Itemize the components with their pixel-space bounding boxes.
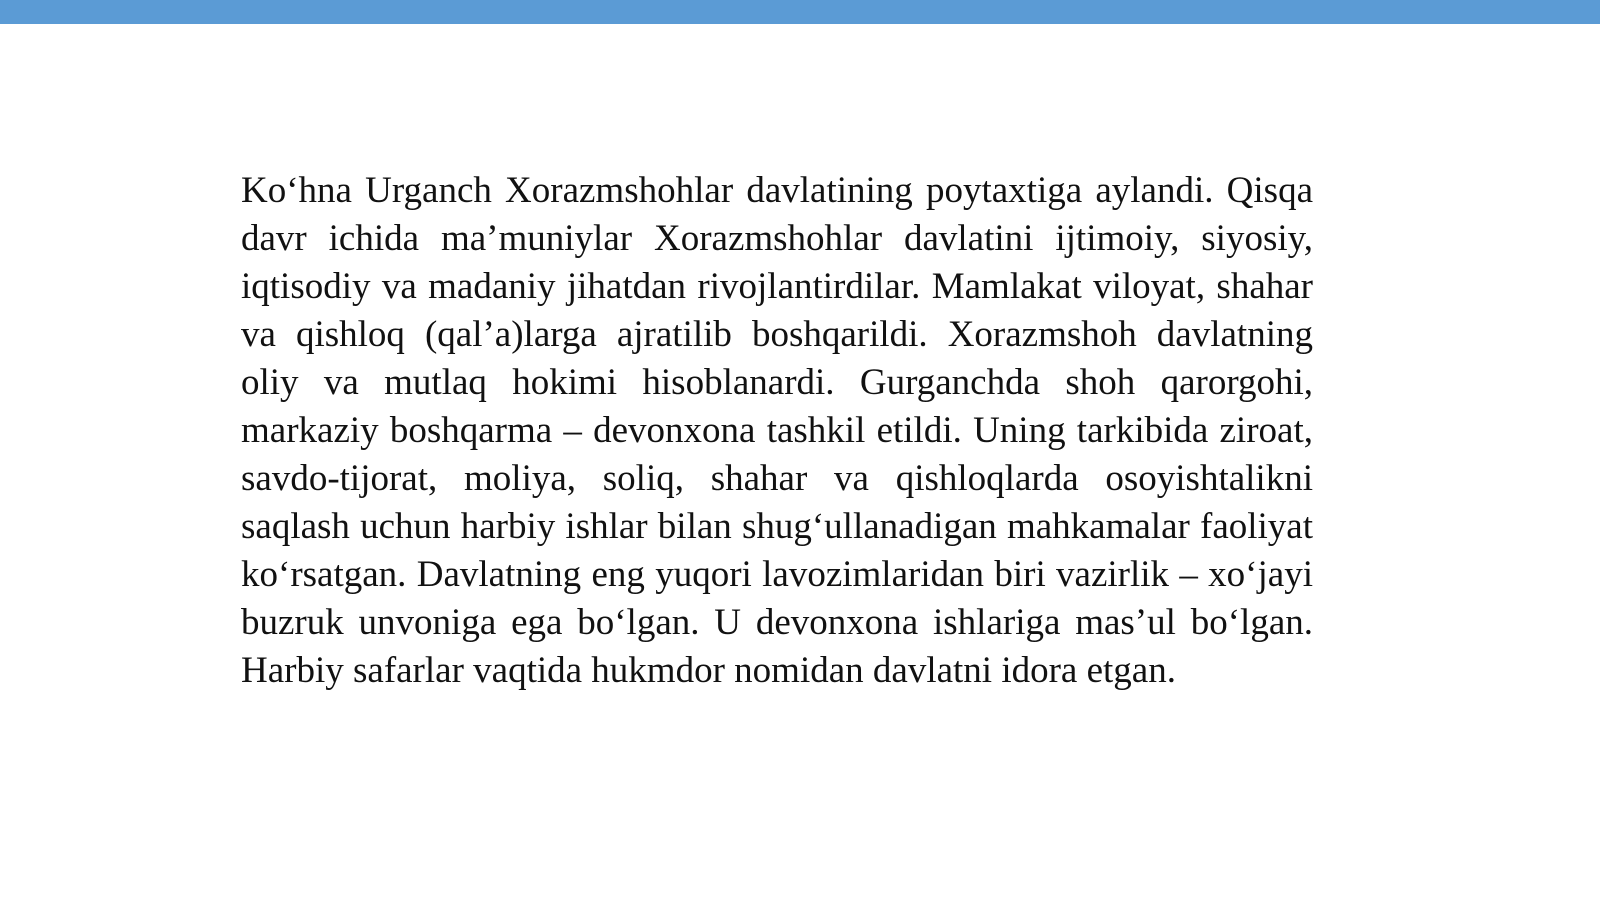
top-accent-bar — [0, 0, 1600, 24]
body-paragraph: Ko‘hna Urganch Xorazmshohlar davlatining poytaxtiga aylandi. Qisqa davr ichida ma’muniylar Xorazmshohlar davlatini ijtimoiy, siyosiy, iqtisodiy va madaniy jihatdan rivojlantirdilar. Mamlakat viloyat, shahar va qishloq (qal’a)larga ajratilib boshqarildi. Xorazmshoh davlatning oliy va mutlaq hokimi hisoblanardi. Gurganchda shoh qarorgohi, markaziy boshqarma – devonxona tashkil etildi. Uning tarkibida ziroat, savdo-tijorat, moliya, soliq, shahar va qishloqlarda osoyishtalikni saqlash uchun harbiy ishlar bilan shug‘ullanadigan mahkamalar faoliyat ko‘rsatgan. Davlatning eng yuqori lavozimlaridan biri vazirlik – xo‘jayi buzruk unvoniga ega bo‘lgan. U devonxona ishlariga mas’ul bo‘lgan. Harbiy safarlar vaqtida hukmdor nomidan davlatni idora etgan. — [241, 170, 1313, 691]
